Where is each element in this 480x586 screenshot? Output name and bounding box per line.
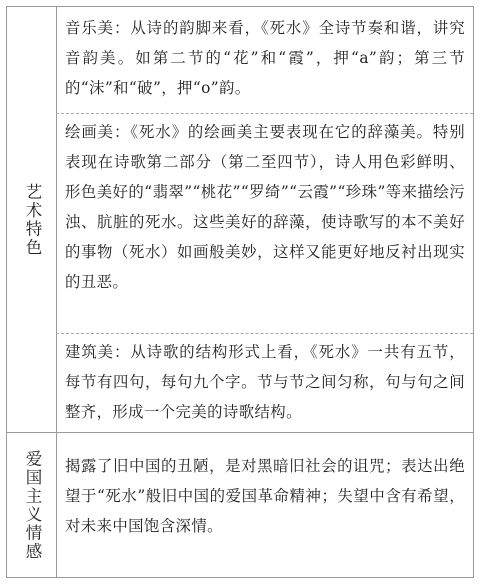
content-table [6,6,474,578]
cell-architecture-beauty: 建筑美：从诗歌的结构形式上看，《死水》一共有五节，每节有四句，每句九个字。节与节之间匀称，句与句之间整齐，形成一个完美的诗歌结构。 [65,343,465,421]
label-line: 爱国 [22,450,42,487]
label-line: 主义 [22,487,42,524]
cell-music-beauty: 音乐美：从诗的韵脚来看，《死水》全诗节奏和谐，讲究音韵美。如第二节的“花”和“霞”，押“a”韵；第三节的“沫”和“破”，押“o”韵。 [65,19,465,97]
cell-painting-beauty: 绘画美：《死水》的绘画美主要表现在它的辞藻美。特别表现在诗歌第二部分（第二至四节），诗人用色彩鲜明、形色美好的“翡翠”“桃花”“罗绮”“云霞”“珍珠”等来描绘污浊、肮脏的死水。这些美好的辞藻，使诗歌写的本不美好的事物（死水）如画般美妙，这样又能更好地反衬出现实的丑恶。 [65,123,465,291]
row-divider [56,333,473,334]
cell-patriotic-emotion: 揭露了旧中国的丑陋，是对黑暗旧社会的诅咒；表达出绝望于“死水”般旧中国的爱国革命精神；失望中含有希望，对未来中国饱含深情。 [65,457,465,535]
section-divider [7,432,473,433]
section-label-art [7,7,56,432]
section-label-patriotism [7,432,56,579]
row-divider [56,113,473,114]
label-line: 情感 [22,524,42,561]
label-line: 艺术 [22,182,42,220]
column-divider [56,7,57,577]
label-line: 特色 [22,219,42,257]
